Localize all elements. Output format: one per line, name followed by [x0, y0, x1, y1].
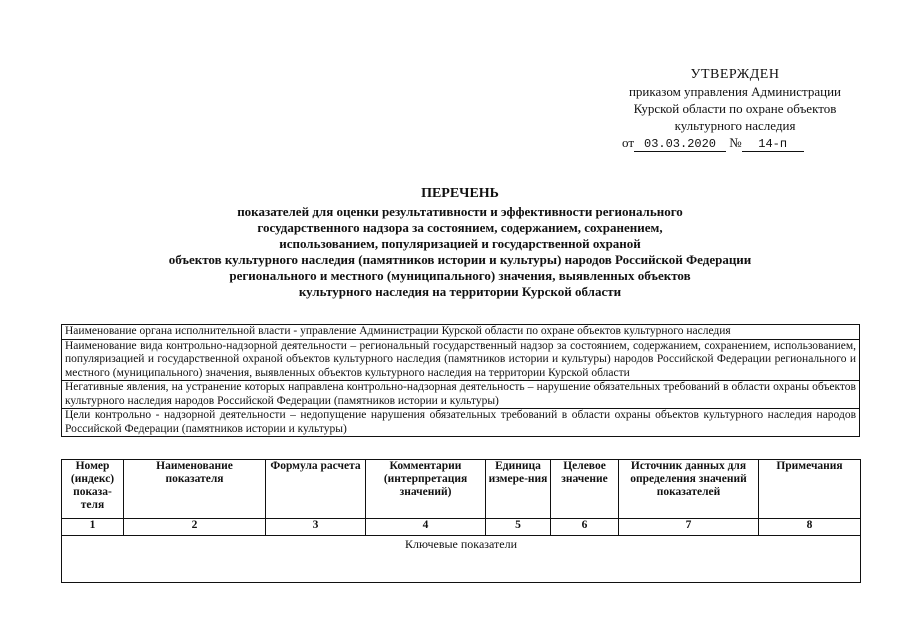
section-key-indicators: Ключевые показатели — [62, 536, 861, 583]
approval-order-line — [590, 134, 880, 152]
header-source: Источник данных для определения значений показателей — [619, 460, 759, 519]
column-number: 6 — [551, 519, 619, 536]
approval-line-3: культурного наследия — [674, 118, 796, 133]
approval-line-2: Курской области по охране объектов — [633, 101, 837, 116]
title-line-3: использованием, популяризацией и государственной охраной — [279, 236, 641, 251]
header-target: Целевое значение — [551, 460, 619, 519]
info-block — [61, 324, 860, 437]
column-number: 1 — [62, 519, 124, 536]
approval-heading: УТВЕРЖДЕН — [690, 67, 780, 82]
goals-row: Цели контрольно - надзорной деятельности – недопущение нарушения обязательных требований в области охраны объектов культурного наследия народов Российской Федерации (памятников истории и культуры) — [62, 409, 859, 437]
column-number: 3 — [266, 519, 366, 536]
column-number: 7 — [619, 519, 759, 536]
header-notes: Примечания — [759, 460, 861, 519]
title-main: ПЕРЕЧЕНЬ — [421, 186, 499, 201]
document-title — [60, 186, 860, 300]
title-line-5: регионального и местного (муниципального) значения, выявленных объектов — [229, 268, 691, 283]
title-line-2: государственного надзора за состоянием, содержанием, сохранением, — [257, 220, 663, 235]
table-section-row — [62, 536, 861, 583]
negative-phenomena-row: Негативные явления, на устранение которых направлена контрольно-надзорная деятельность – нарушение обязательных требований в области охраны объектов культурного наследия народов Российской Федерации (памятников истории и культуры) — [62, 381, 859, 409]
date-prefix: от — [622, 135, 635, 150]
column-number: 4 — [366, 519, 486, 536]
header-index: Номер (индекс) показа-теля — [62, 460, 124, 519]
order-date: 03.03.2020 — [634, 137, 726, 152]
order-number: 14-п — [742, 137, 804, 152]
column-number: 2 — [124, 519, 266, 536]
column-number: 8 — [759, 519, 861, 536]
authority-row: Наименование органа исполнительной власти - управление Администрации Курской области по охране объектов культурного наследия — [62, 325, 859, 340]
title-line-1: показателей для оценки результативности и эффективности регионального — [237, 204, 683, 219]
indicators-table — [61, 459, 861, 583]
title-line-6: культурного наследия на территории Курской области — [298, 284, 622, 299]
header-formula: Формула расчета — [266, 460, 366, 519]
approval-stamp — [590, 66, 880, 152]
number-prefix: № — [729, 135, 742, 150]
header-comments: Комментарии (интерпретация значений) — [366, 460, 486, 519]
activity-type-row: Наименование вида контрольно-надзорной деятельности – региональный государственный надзор за состоянием, содержанием, сохранением, использованием, популяризацией и государственной охраной объектов культурного наследия (памятников истории и культуры) народов Российской Федерации регионального и местного (муниципального) значения, выявленных объектов культурного наследия на территории Курской области — [62, 340, 859, 382]
column-number: 5 — [486, 519, 551, 536]
header-unit: Единица измере-ния — [486, 460, 551, 519]
table-number-row — [62, 519, 861, 536]
approval-line-1: приказом управления Администрации — [628, 84, 842, 99]
title-line-4: объектов культурного наследия (памятников истории и культуры) народов Российской Федерации — [168, 252, 752, 267]
header-name: Наименование показателя — [124, 460, 266, 519]
table-header-row — [62, 460, 861, 519]
